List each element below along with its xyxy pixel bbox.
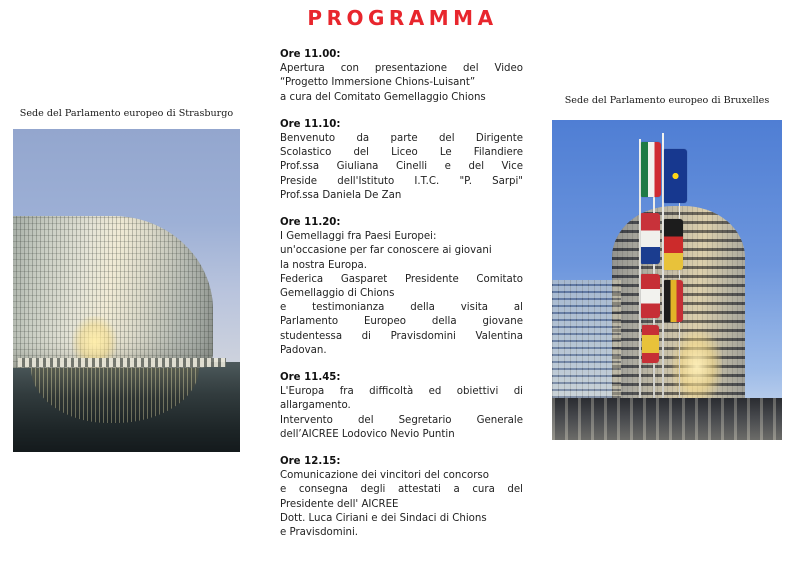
entry-line: Scolastico del Liceo Le Filandiere bbox=[280, 147, 523, 159]
page-title: PROGRAMMA bbox=[307, 6, 498, 30]
entry-time: Ore 12.15: bbox=[280, 456, 341, 468]
programme-list bbox=[280, 48, 523, 553]
entry-body bbox=[280, 469, 523, 540]
quay-railing bbox=[18, 358, 227, 366]
entry-line: Federica Gasparet Presidente Comitato bbox=[280, 273, 523, 285]
entry-line: e Pravisdomini. bbox=[280, 527, 359, 539]
entry-line: Presidente dell' AICREE bbox=[280, 498, 399, 510]
programme-entry bbox=[280, 455, 523, 540]
flag-italy bbox=[641, 142, 662, 196]
flag-austria bbox=[641, 274, 659, 319]
flag-eu bbox=[664, 149, 687, 203]
entry-line: I Gemellaggi fra Paesi Europei: bbox=[280, 231, 437, 243]
entry-line: Dott. Luca Ciriani e dei Sindaci di Chions bbox=[280, 512, 487, 524]
entry-body bbox=[280, 62, 523, 105]
entry-line: Preside dell'Istituto I.T.C. "P. Sarpi" bbox=[280, 175, 523, 187]
flag-belgium bbox=[664, 280, 682, 322]
programme-entry bbox=[280, 216, 523, 358]
entry-line: L'Europa fra difficoltà ed obiettivi di bbox=[280, 386, 523, 398]
programme-entry bbox=[280, 118, 523, 203]
flag-spain bbox=[642, 325, 659, 363]
entry-line: e testimonianza della visita al bbox=[280, 302, 523, 314]
entry-line: Padovan. bbox=[280, 344, 327, 356]
right-photo-caption: Sede del Parlamento europeo di Bruxelles bbox=[564, 95, 770, 106]
entry-line: Comunicazione dei vincitori del concorso bbox=[280, 470, 489, 482]
programme-entry bbox=[280, 48, 523, 105]
entry-time: Ore 11.00: bbox=[280, 49, 341, 60]
entry-line: “Progetto Immersione Chions-Luisant” bbox=[280, 77, 476, 89]
entry-line: Intervento del Segretario Generale bbox=[280, 414, 523, 426]
entry-line: e consegna degli attestati a cura del bbox=[280, 484, 523, 496]
entry-line: allargamento. bbox=[280, 400, 351, 412]
entry-time: Ore 11.20: bbox=[280, 217, 341, 229]
entry-line: un'occasione per far conoscere ai giovani bbox=[280, 245, 492, 257]
entry-line: Benvenuto da parte del Dirigente bbox=[280, 133, 523, 145]
entry-body bbox=[280, 385, 523, 442]
entry-line: Apertura con presentazione del Video bbox=[280, 63, 523, 75]
entry-time: Ore 11.45: bbox=[280, 372, 341, 384]
european-parliament-bruxelles-photo bbox=[552, 120, 782, 440]
entry-body bbox=[280, 230, 523, 358]
entry-line: Prof.ssa Daniela De Zan bbox=[280, 189, 402, 201]
entry-line: Parlamento Europeo della giovane bbox=[280, 316, 523, 328]
plaza-ground bbox=[552, 398, 782, 440]
entry-line: studentessa di Pravisdomini Valentina bbox=[280, 330, 523, 342]
entry-line: dell’AICREE Lodovico Nevio Puntin bbox=[280, 428, 455, 440]
flag-netherlands bbox=[641, 213, 661, 264]
entry-line: Prof.ssa Giuliana Cinelli e del Vice bbox=[280, 161, 523, 173]
flag-germany bbox=[664, 219, 684, 270]
entry-body bbox=[280, 132, 523, 203]
entry-line: Gemellaggio di Chions bbox=[280, 288, 395, 300]
entry-line: la nostra Europa. bbox=[280, 259, 368, 271]
left-photo-caption: Sede del Parlamento europeo di Strasburgo bbox=[19, 108, 234, 119]
entry-time: Ore 11.10: bbox=[280, 118, 341, 130]
entry-line: a cura del Comitato Gemellaggio Chions bbox=[280, 91, 486, 103]
european-parliament-strasbourg-photo bbox=[13, 129, 240, 452]
programme-entry bbox=[280, 371, 523, 442]
